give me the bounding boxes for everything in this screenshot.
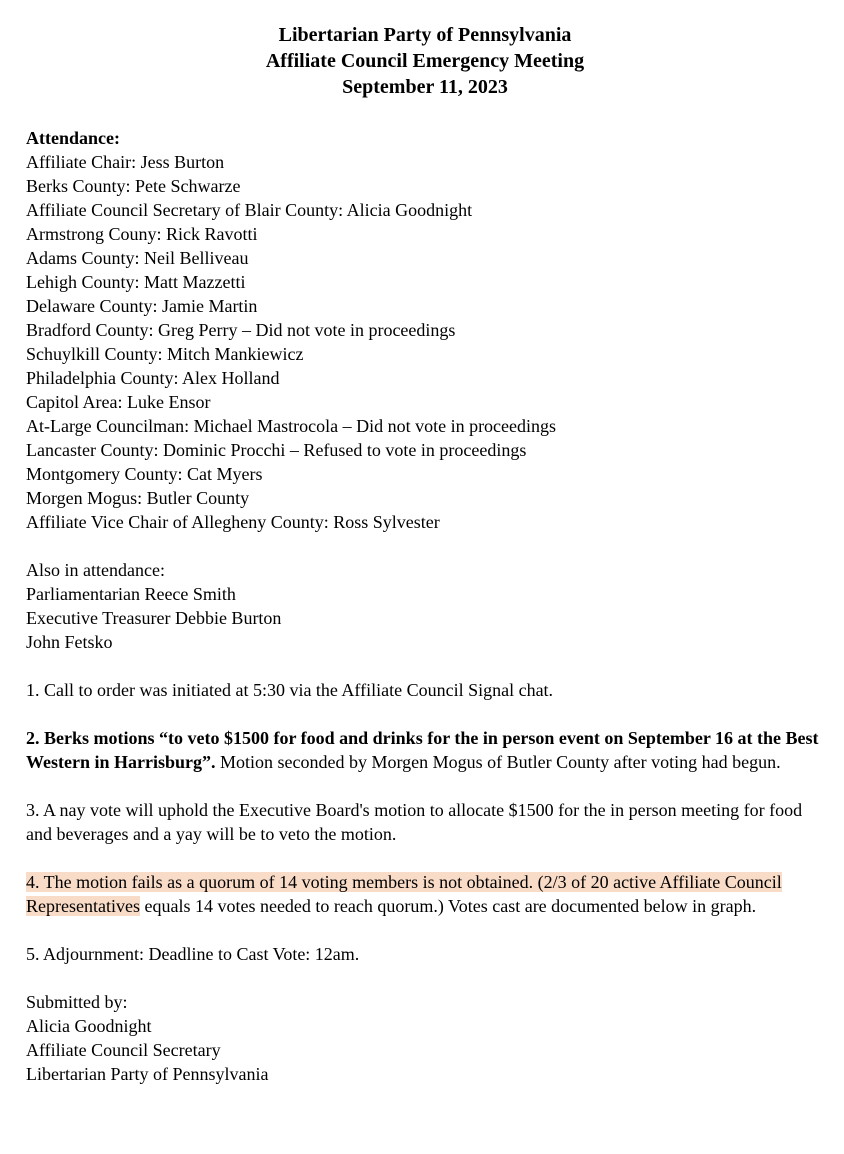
- attendee-line: Morgen Mogus: Butler County: [26, 488, 250, 508]
- highlighted-text: 4. The motion fails as a quorum of 14 voting members is not obtained. (2/3 of 20 active Affiliate Council Representatives: [26, 872, 782, 916]
- guest-line: Executive Treasurer Debbie Burton: [26, 608, 282, 628]
- guest-line: Parliamentarian Reece Smith: [26, 584, 236, 604]
- agenda-item-5: 5. Adjournment: Deadline to Cast Vote: 12am.: [26, 944, 360, 964]
- attendee-line: Philadelphia County: Alex Holland: [26, 368, 280, 388]
- attendee-line: Montgomery County: Cat Myers: [26, 464, 263, 484]
- guest-line: John Fetsko: [26, 632, 113, 652]
- header-org-name: Libertarian Party of Pennsylvania: [278, 24, 572, 46]
- attendee-line: Armstrong Couny: Rick Ravotti: [26, 224, 258, 244]
- attendance-title: Attendance:: [26, 128, 120, 148]
- header-meeting-title: Affiliate Council Emergency Meeting: [265, 50, 585, 72]
- attendee-line: Affiliate Chair: Jess Burton: [26, 152, 225, 172]
- submitter-role: Affiliate Council Secretary: [26, 1040, 221, 1060]
- attendee-line: Lancaster County: Dominic Procchi – Refused to vote in proceedings: [26, 440, 527, 460]
- agenda-item-3: 3. A nay vote will uphold the Executive Board's motion to allocate $1500 for the in person meeting for food and beverages and a yay will be to veto the motion.: [26, 800, 803, 844]
- quorum-text: equals 14 votes needed to reach quorum.) Votes cast are documented below in graph.: [139, 896, 757, 916]
- submitted-by-section: [26, 990, 824, 1086]
- attendance-section: [26, 126, 824, 534]
- document-header: [26, 22, 824, 100]
- agenda-item-4: [26, 870, 824, 918]
- also-in-attendance-title: Also in attendance:: [26, 560, 165, 580]
- attendee-line: Schuylkill County: Mitch Mankiewicz: [26, 344, 304, 364]
- header-meeting-date: September 11, 2023: [342, 76, 508, 98]
- submitted-by-title: Submitted by:: [26, 992, 128, 1012]
- attendee-line: Adams County: Neil Belliveau: [26, 248, 249, 268]
- attendee-line: At-Large Councilman: Michael Mastrocola – Did not vote in proceedings: [26, 416, 557, 436]
- attendee-line: Affiliate Council Secretary of Blair County: Alicia Goodnight: [26, 200, 473, 220]
- agenda-item-1: 1. Call to order was initiated at 5:30 via the Affiliate Council Signal chat.: [26, 680, 554, 700]
- agenda-item-2: [26, 726, 824, 774]
- submitter-name: Alicia Goodnight: [26, 1016, 152, 1036]
- attendee-line: Affiliate Vice Chair of Allegheny County: Ross Sylvester: [26, 512, 440, 532]
- attendee-line: Lehigh County: Matt Mazzetti: [26, 272, 246, 292]
- submitter-org: Libertarian Party of Pennsylvania: [26, 1064, 269, 1084]
- motion-text: 2. Berks motions “to veto $1500 for food and drinks for the in person event on September 16 at the Best Western in Harrisburg”.: [26, 728, 819, 772]
- motion-second-text: Motion seconded by Morgen Mogus of Butler County after voting had begun.: [215, 752, 781, 772]
- also-in-attendance-section: [26, 558, 824, 654]
- attendee-line: Berks County: Pete Schwarze: [26, 176, 241, 196]
- attendee-line: Bradford County: Greg Perry – Did not vote in proceedings: [26, 320, 456, 340]
- attendee-line: Capitol Area: Luke Ensor: [26, 392, 211, 412]
- attendee-line: Delaware County: Jamie Martin: [26, 296, 258, 316]
